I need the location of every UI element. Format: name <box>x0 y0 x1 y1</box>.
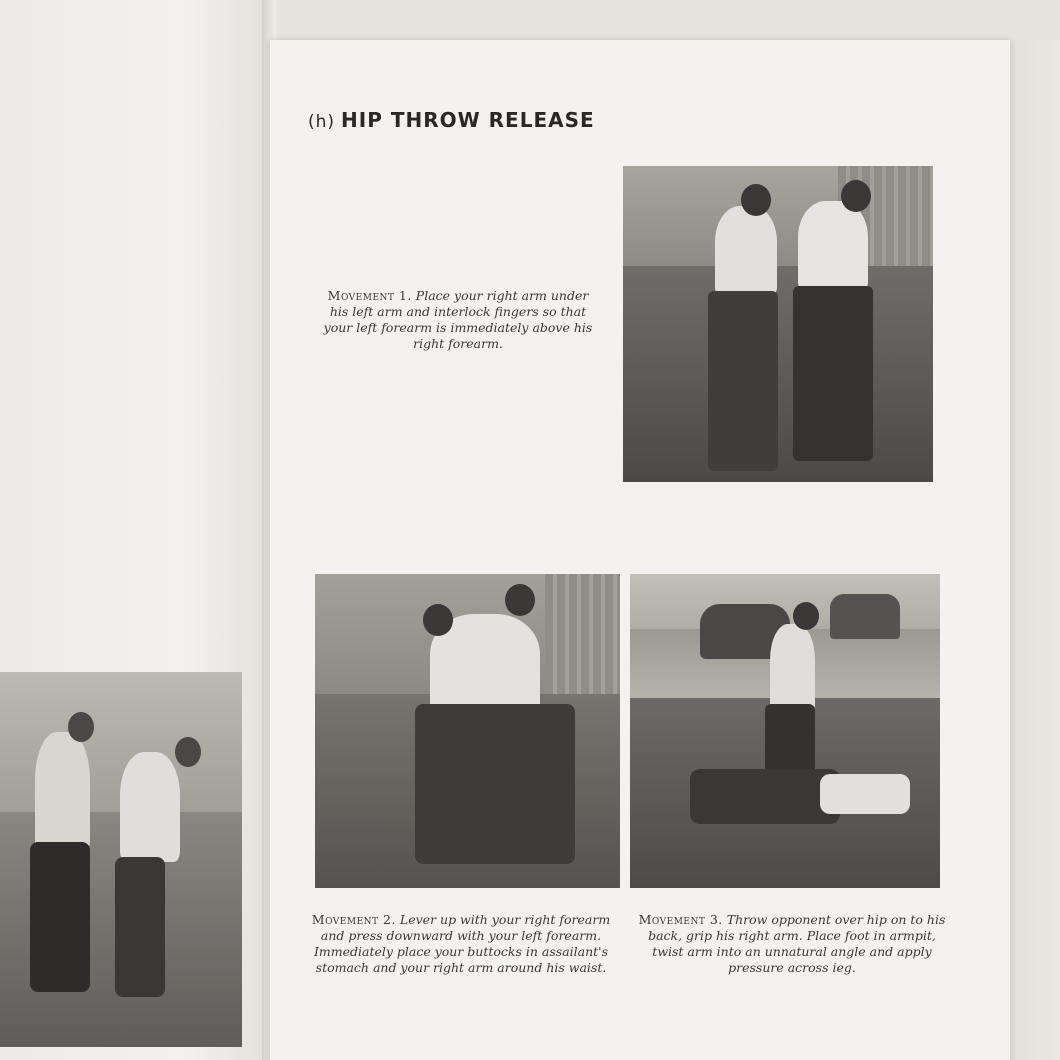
movement-2-caption <box>300 912 622 976</box>
movement-3-text: Throw opponent over hip on to his back, grip his right arm. Place foot in armpit, twist arm into an unnatural angle and apply pressure across ieg. <box>648 912 946 975</box>
movement-2-label: Movement 2. <box>311 912 396 927</box>
left-page-photo <box>0 672 242 1047</box>
movement-1-label: Movement 1. <box>327 288 412 303</box>
movement-2-photo <box>315 574 620 888</box>
page-edge <box>1008 40 1060 1060</box>
movement-1-photo <box>623 166 933 482</box>
page-title <box>308 108 595 132</box>
movement-1-text: Place your right arm under his left arm and interlock fingers so that your left forearm is immediately above his right forearm. <box>323 288 593 351</box>
movement-1-caption <box>318 288 598 352</box>
movement-2-text: Lever up with your right forearm and press downward with your left forearm. Immediately place your buttocks in assailant's stomach and your right arm around his waist. <box>313 912 611 975</box>
title-text: HIP THROW RELEASE <box>341 108 595 132</box>
movement-3-label: Movement 3. <box>638 912 723 927</box>
movement-3-caption <box>636 912 948 976</box>
section-marker: (h) <box>308 112 336 132</box>
movement-3-photo <box>630 574 940 888</box>
